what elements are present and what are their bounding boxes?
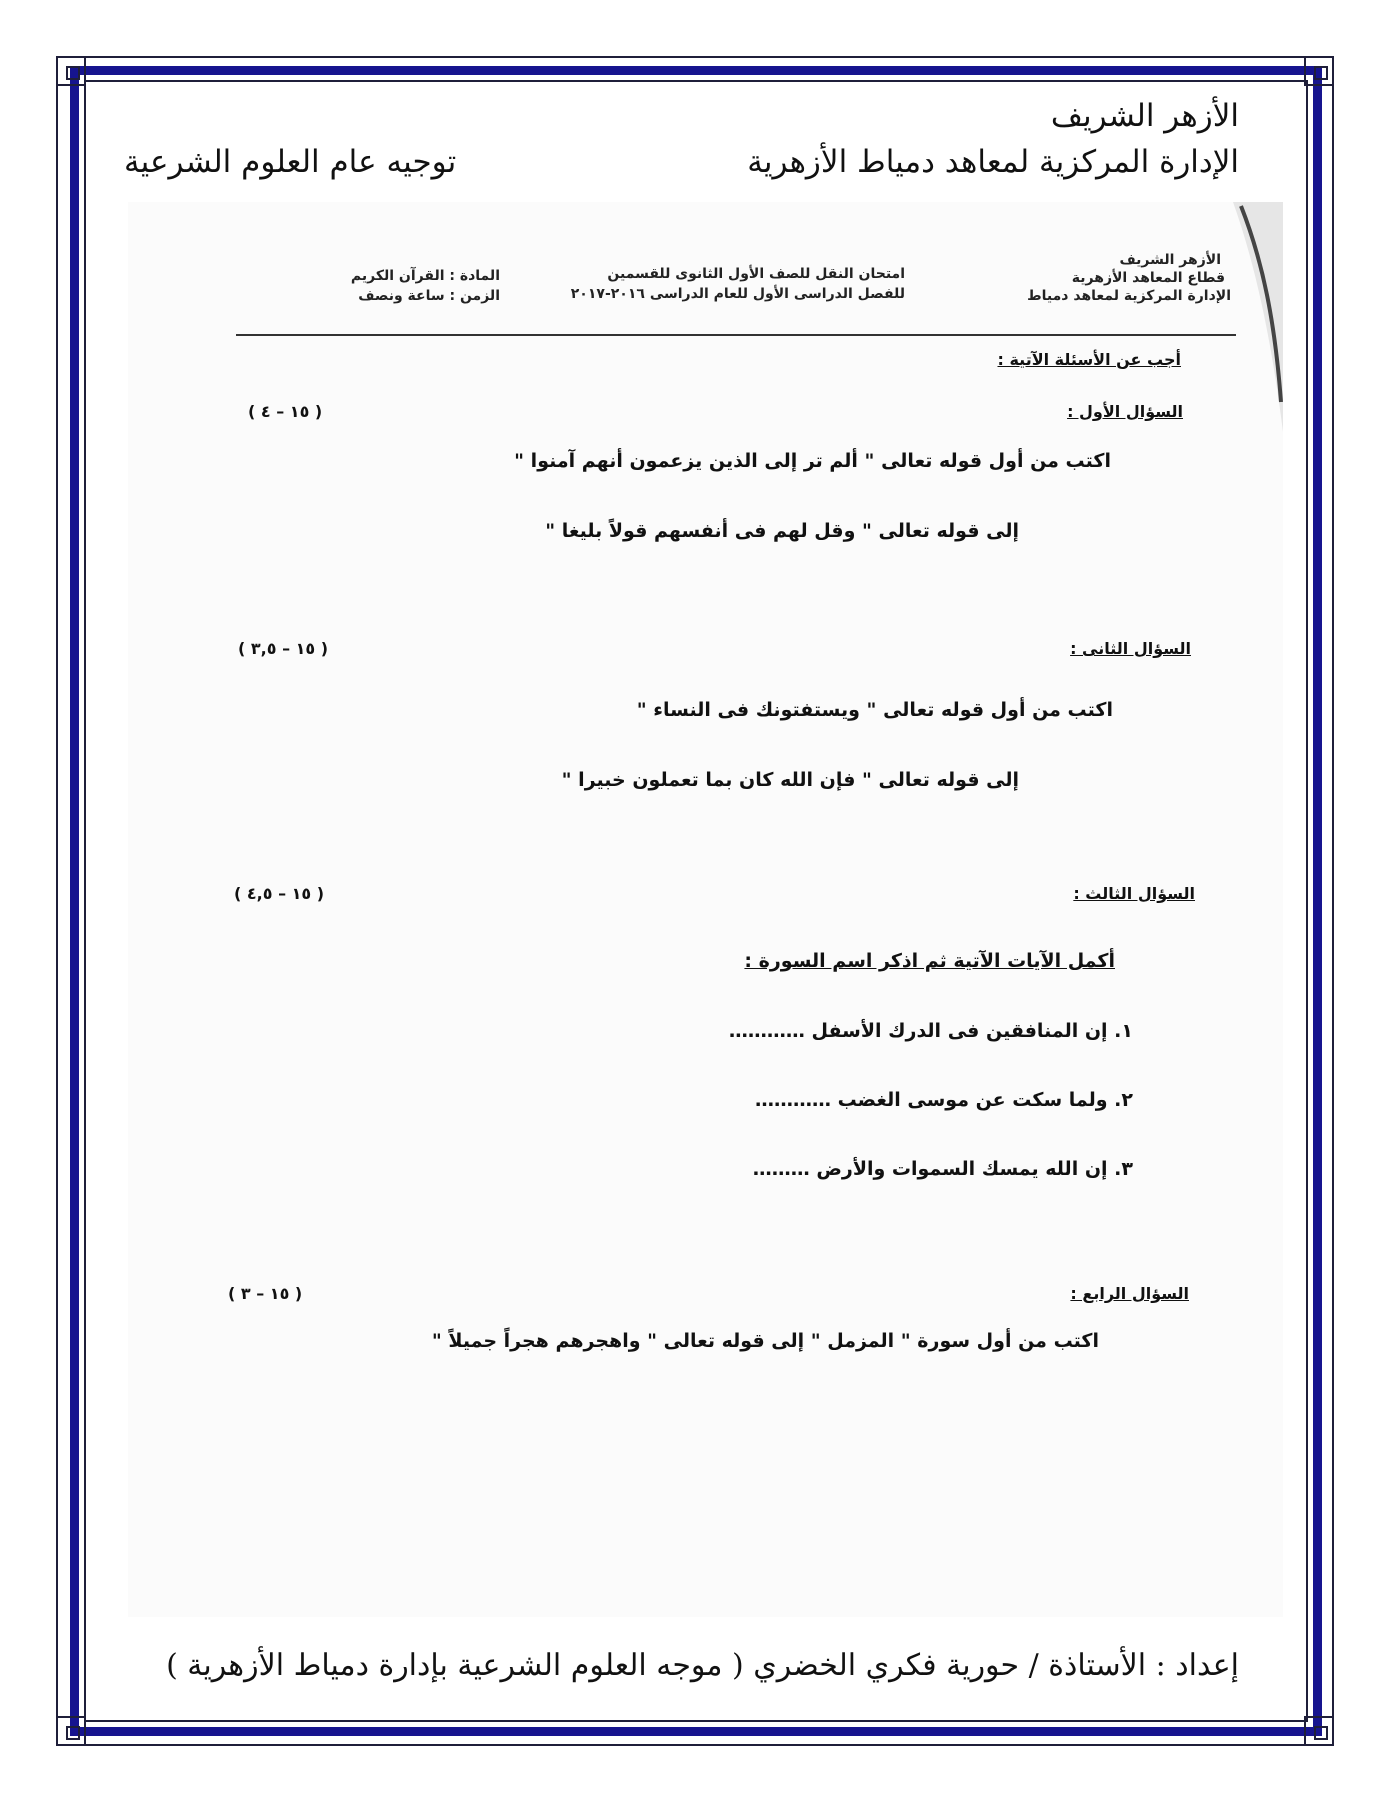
- question-3-item-1: ١. إن المنافقين فى الدرك الأسفل …………: [728, 1020, 1133, 1042]
- question-3-instruction: أكمل الآيات الآتية ثم اذكر اسم السورة :: [744, 950, 1115, 972]
- corner-ornament-bottom-right: [1304, 1716, 1334, 1746]
- header-left-title: توجيه عام العلوم الشرعية: [124, 144, 457, 180]
- exam-header-center-2: للفصل الدراسى الأول للعام الدراسى ٢٠١٦-٢٠١٧: [570, 286, 905, 302]
- header-line-1: الأزهر الشريف: [1050, 98, 1239, 134]
- exam-header-center-1: امتحان النقل للصف الأول الثانوى للقسمين: [607, 266, 905, 282]
- exam-header-right-3: الإدارة المركزية لمعاهد دمياط: [1027, 288, 1231, 304]
- question-1-line-2: إلى قوله تعالى " وقل لهم فى أنفسهم قولاً بليغا ": [545, 520, 1019, 542]
- corner-ornament-top-left: [56, 56, 86, 86]
- question-2-heading: السؤال الثانى :: [1070, 639, 1191, 658]
- header-separator: [236, 334, 1236, 336]
- question-1-marks: ( ١٥ – ٤ ): [248, 402, 323, 421]
- exam-header-subject: المادة : القرآن الكريم: [350, 268, 500, 284]
- question-4-marks: ( ١٥ – ٣ ): [228, 1284, 303, 1303]
- paper-fold-shadow: [1233, 202, 1283, 432]
- question-4-heading: السؤال الرابع :: [1070, 1284, 1189, 1303]
- question-2-marks: ( ١٥ – ٣,٥ ): [238, 639, 329, 658]
- exam-header-right-1: الأزهر الشريف: [1119, 252, 1221, 268]
- exam-sheet: [128, 202, 1283, 1617]
- footer-credit: إعداد : الأستاذة / حورية فكري الخضري ( موجه العلوم الشرعية بإدارة دمياط الأزهرية ): [166, 1648, 1239, 1683]
- question-2-line-2: إلى قوله تعالى " فإن الله كان بما تعملون خبيرا ": [561, 769, 1019, 791]
- question-3-item-2: ٢. ولما سكت عن موسى الغضب …………: [754, 1089, 1133, 1111]
- instructions-heading: أجب عن الأسئلة الآتية :: [997, 350, 1181, 369]
- corner-ornament-bottom-left: [56, 1716, 86, 1746]
- question-3-marks: ( ١٥ – ٤,٥ ): [234, 884, 325, 903]
- question-1-heading: السؤال الأول :: [1067, 402, 1183, 421]
- question-3-item-3: ٣. إن الله يمسك السموات والأرض ………: [752, 1158, 1133, 1180]
- question-1-line-1: اكتب من أول قوله تعالى " ألم تر إلى الذين يزعمون أنهم آمنوا ": [514, 450, 1111, 472]
- exam-header-right-2: قطاع المعاهد الأزهرية: [1071, 270, 1225, 286]
- header-line-2: الإدارة المركزية لمعاهد دمياط الأزهرية: [747, 144, 1239, 180]
- exam-header-duration: الزمن : ساعة ونصف: [358, 288, 500, 304]
- corner-ornament-top-right: [1304, 56, 1334, 86]
- question-2-line-1: اكتب من أول قوله تعالى " ويستفتونك فى النساء ": [636, 699, 1113, 721]
- question-3-heading: السؤال الثالث :: [1073, 884, 1195, 903]
- question-4-line-1: اكتب من أول سورة " المزمل " إلى قوله تعالى " واهجرهم هجراً جميلاً ": [431, 1330, 1099, 1352]
